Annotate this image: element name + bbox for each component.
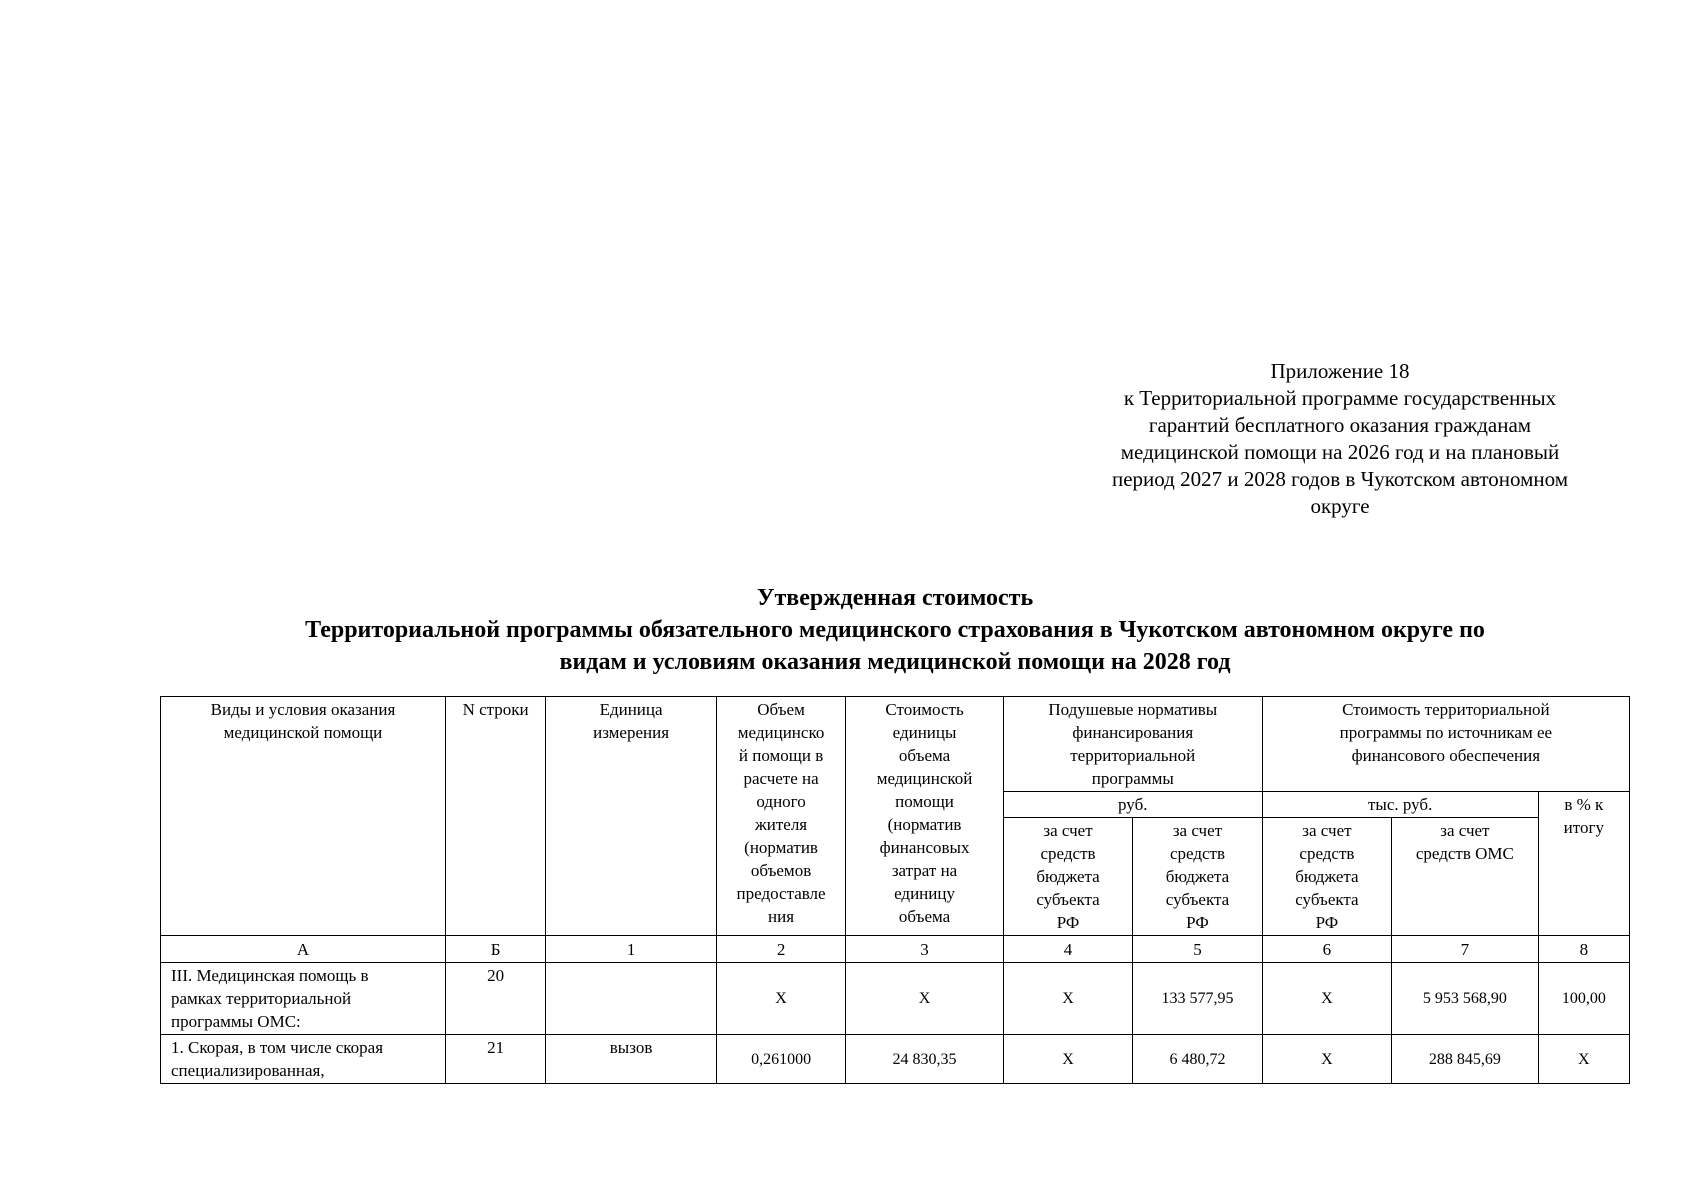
- header-row: [161, 697, 1630, 792]
- header-per-capita: Подушевые нормативы финансирования территориальной программы: [1003, 697, 1262, 792]
- header-rub: руб.: [1003, 792, 1262, 818]
- header-pc-budget: за счет средств бюджета субъекта РФ: [1003, 818, 1132, 936]
- title-line: Утвержденная стоимость: [756, 585, 1034, 611]
- appendix-line: округе: [1310, 494, 1370, 518]
- index-cell: А: [161, 936, 446, 963]
- row-name: III. Медицинская помощь в рамках территориальной программы ОМС:: [161, 963, 446, 1035]
- header-percent: в % к итогу: [1538, 792, 1629, 936]
- row-cost-oms: 5 953 568,90: [1392, 963, 1538, 1035]
- index-cell: 2: [716, 936, 845, 963]
- index-cell: 1: [546, 936, 717, 963]
- header-cost-budget: за счет средств бюджета субъекта РФ: [1262, 818, 1391, 936]
- appendix-line: к Территориальной программе государственных: [1123, 386, 1557, 410]
- header-thousand-rub: тыс. руб.: [1262, 792, 1538, 818]
- row-unit-cost: 24 830,35: [846, 1035, 1004, 1084]
- appendix-line: период 2027 и 2028 годов в Чукотском автономном: [1111, 467, 1569, 491]
- header-unit-cost: Стоимость единицы объема медицинской помощи (норматив финансовых затрат на единицу объема: [846, 697, 1004, 936]
- index-cell: 4: [1003, 936, 1132, 963]
- document-title: [160, 582, 1630, 678]
- row-percent: 100,00: [1538, 963, 1629, 1035]
- header-kind: Виды и условия оказания медицинской помощи: [161, 697, 446, 936]
- row-cost-budget: X: [1262, 963, 1391, 1035]
- row-unit-cost: X: [846, 963, 1004, 1035]
- header-row-number: N строки: [445, 697, 545, 936]
- appendix-line: медицинской помощи на 2026 год и на плановый: [1120, 440, 1560, 464]
- index-cell: 6: [1262, 936, 1391, 963]
- row-cost-budget: X: [1262, 1035, 1391, 1084]
- index-cell: 5: [1133, 936, 1262, 963]
- row-pc-oms: 6 480,72: [1133, 1035, 1262, 1084]
- header-pc-oms: за счет средств бюджета субъекта РФ: [1133, 818, 1262, 936]
- index-cell: 3: [846, 936, 1004, 963]
- row-number: 21: [445, 1035, 545, 1084]
- row-volume: X: [716, 963, 845, 1035]
- table-row: [161, 1035, 1630, 1084]
- index-cell: 7: [1392, 936, 1538, 963]
- appendix-line: гарантий бесплатного оказания гражданам: [1148, 413, 1532, 437]
- row-unit: вызов: [546, 1035, 717, 1084]
- index-cell: 8: [1538, 936, 1629, 963]
- row-pc-budget: X: [1003, 1035, 1132, 1084]
- row-cost-oms: 288 845,69: [1392, 1035, 1538, 1084]
- header-program-cost: Стоимость территориальной программы по источникам ее финансового обеспечения: [1262, 697, 1629, 792]
- table-row: [161, 963, 1630, 1035]
- title-line: Территориальной программы обязательного медицинского страхования в Чукотском автономном округе по: [305, 617, 1485, 643]
- appendix-note: [1060, 358, 1620, 520]
- header-cost-oms: за счет средств ОМС: [1392, 818, 1538, 936]
- appendix-line: Приложение 18: [1270, 359, 1410, 383]
- title-line: видам и условиям оказания медицинской помощи на 2028 год: [559, 649, 1231, 675]
- row-number: 20: [445, 963, 545, 1035]
- cost-table: [160, 696, 1630, 1084]
- row-percent: X: [1538, 1035, 1629, 1084]
- row-pc-budget: X: [1003, 963, 1132, 1035]
- row-pc-oms: 133 577,95: [1133, 963, 1262, 1035]
- row-volume: 0,261000: [716, 1035, 845, 1084]
- row-name: 1. Скорая, в том числе скорая специализированная,: [161, 1035, 446, 1084]
- index-cell: Б: [445, 936, 545, 963]
- index-row: [161, 936, 1630, 963]
- header-unit: Единица измерения: [546, 697, 717, 936]
- row-unit: [546, 963, 717, 1035]
- header-volume: Объем медицинско й помощи в расчете на одного жителя (норматив объемов предоставле ния: [716, 697, 845, 936]
